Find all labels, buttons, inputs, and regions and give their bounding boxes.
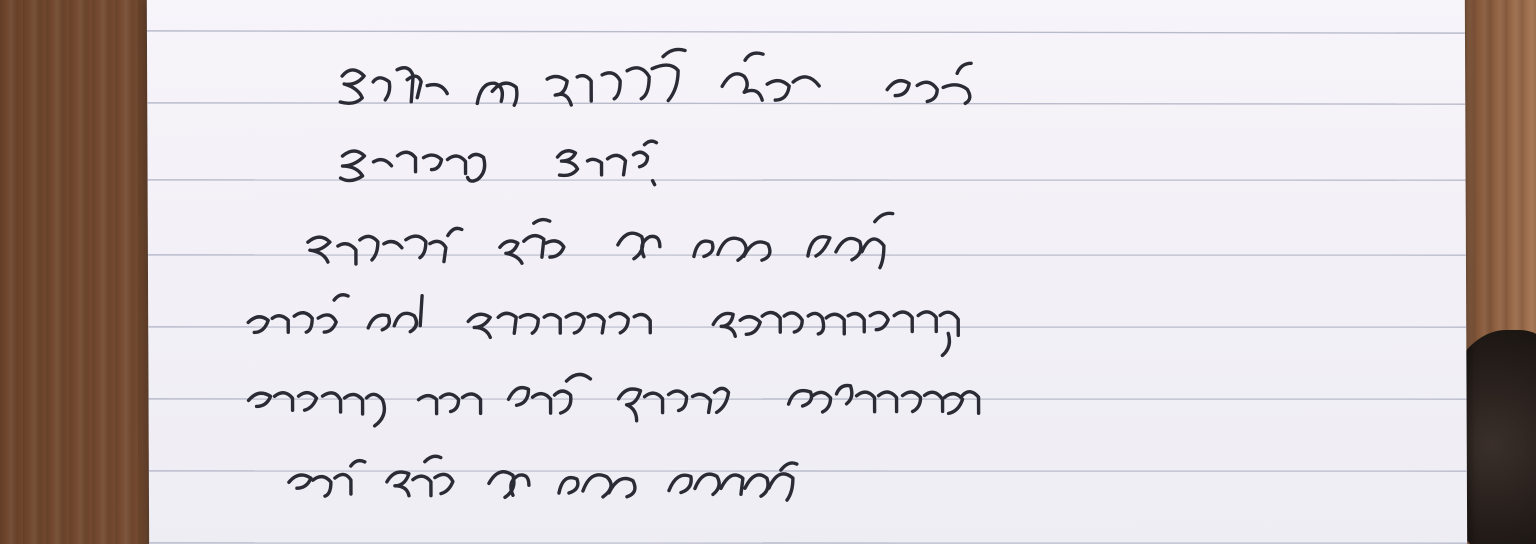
handwriting-line-3 xyxy=(308,213,893,270)
paper-drawing xyxy=(147,0,1467,544)
rule-line xyxy=(148,321,1466,333)
handwriting-line-6 xyxy=(289,455,797,503)
handwriting-line-4 xyxy=(248,292,958,358)
handwriting-line-1 xyxy=(340,48,971,106)
rule-line xyxy=(149,537,1467,544)
rule-line xyxy=(147,25,1465,39)
ruled-paper-note xyxy=(147,0,1467,544)
